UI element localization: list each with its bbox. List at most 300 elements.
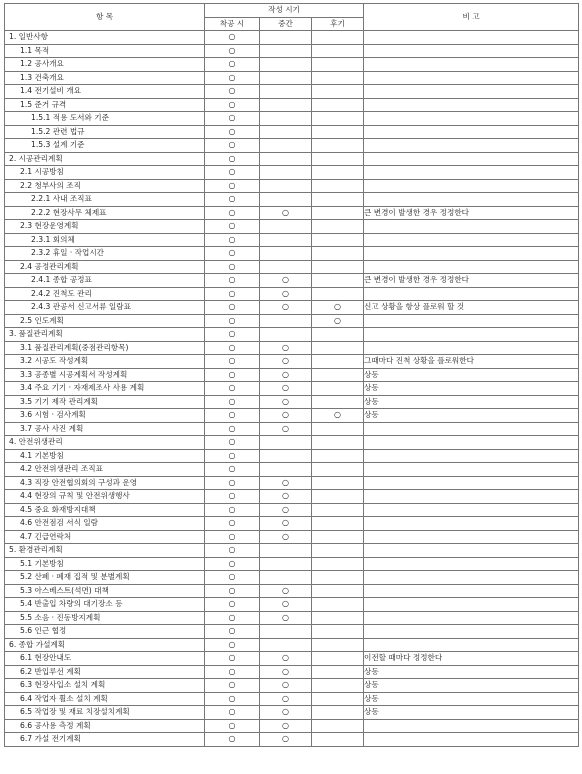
mark-start: ○ bbox=[205, 611, 260, 625]
item-label: 1.5.1 적용 도서와 기준 bbox=[5, 112, 205, 126]
table-row bbox=[5, 382, 579, 396]
mark-end bbox=[312, 436, 364, 450]
table-row bbox=[5, 733, 579, 747]
item-label: 2.4.3 관공서 신고서류 일람표 bbox=[5, 301, 205, 315]
remark-text bbox=[364, 517, 579, 531]
item-label: 2.4.1 종합 공정표 bbox=[5, 274, 205, 288]
item-label: 4.2 안전위생관리 조직표 bbox=[5, 463, 205, 477]
item-label: 3.3 공종별 시공계획서 작성계획 bbox=[5, 368, 205, 382]
header-item: 항 목 bbox=[5, 4, 205, 31]
mark-end bbox=[312, 395, 364, 409]
table-row bbox=[5, 395, 579, 409]
item-label: 5.2 산폐 · 폐재 집적 및 분별계획 bbox=[5, 571, 205, 585]
table-row bbox=[5, 598, 579, 612]
mark-end bbox=[312, 112, 364, 126]
item-label: 3.6 시험 · 검사계획 bbox=[5, 409, 205, 423]
remark-text bbox=[364, 58, 579, 72]
table-row bbox=[5, 247, 579, 261]
table-row bbox=[5, 544, 579, 558]
remark-text bbox=[364, 719, 579, 733]
mark-start: ○ bbox=[205, 193, 260, 207]
mark-end bbox=[312, 193, 364, 207]
table-row bbox=[5, 152, 579, 166]
header-remarks: 비 고 bbox=[364, 4, 579, 31]
mark-mid: ○ bbox=[260, 395, 312, 409]
mark-mid: ○ bbox=[260, 733, 312, 747]
table-row bbox=[5, 233, 579, 247]
remark-text bbox=[364, 98, 579, 112]
mark-end bbox=[312, 341, 364, 355]
mark-start: ○ bbox=[205, 517, 260, 531]
mark-mid: ○ bbox=[260, 341, 312, 355]
mark-end: ○ bbox=[312, 314, 364, 328]
item-label: 1.1 목적 bbox=[5, 44, 205, 58]
remark-text bbox=[364, 422, 579, 436]
table-row bbox=[5, 706, 579, 720]
mark-end bbox=[312, 233, 364, 247]
mark-end bbox=[312, 328, 364, 342]
remark-text bbox=[364, 179, 579, 193]
mark-start: ○ bbox=[205, 368, 260, 382]
mark-mid bbox=[260, 98, 312, 112]
mark-start: ○ bbox=[205, 98, 260, 112]
item-label: 1.5 준거 규격 bbox=[5, 98, 205, 112]
mark-mid: ○ bbox=[260, 665, 312, 679]
table-row bbox=[5, 328, 579, 342]
mark-end bbox=[312, 638, 364, 652]
mark-start: ○ bbox=[205, 719, 260, 733]
item-label: 2.4.2 진척도 관리 bbox=[5, 287, 205, 301]
item-label: 3.2 시공도 작성계획 bbox=[5, 355, 205, 369]
remark-text bbox=[364, 314, 579, 328]
mark-start: ○ bbox=[205, 395, 260, 409]
mark-mid bbox=[260, 571, 312, 585]
item-label: 6.3 현장사입소 설치 계획 bbox=[5, 679, 205, 693]
mark-start: ○ bbox=[205, 584, 260, 598]
mark-start: ○ bbox=[205, 409, 260, 423]
remark-text bbox=[364, 152, 579, 166]
remark-text: 상동 bbox=[364, 382, 579, 396]
mark-start: ○ bbox=[205, 530, 260, 544]
table-row bbox=[5, 166, 579, 180]
remark-text: 신고 상황을 항상 플로워 할 것 bbox=[364, 301, 579, 315]
item-label: 3.1 품질관리계획(중점관리항목) bbox=[5, 341, 205, 355]
mark-start: ○ bbox=[205, 382, 260, 396]
remark-text bbox=[364, 544, 579, 558]
table-row bbox=[5, 692, 579, 706]
item-label: 3.7 공사 사진 계획 bbox=[5, 422, 205, 436]
remark-text bbox=[364, 611, 579, 625]
mark-start: ○ bbox=[205, 260, 260, 274]
remark-text: 상동 bbox=[364, 665, 579, 679]
mark-end bbox=[312, 382, 364, 396]
remark-text bbox=[364, 44, 579, 58]
item-label: 5.1 기본방침 bbox=[5, 557, 205, 571]
mark-end bbox=[312, 598, 364, 612]
mark-start: ○ bbox=[205, 571, 260, 585]
mark-end bbox=[312, 544, 364, 558]
header-end: 후기 bbox=[312, 17, 364, 31]
remark-text bbox=[364, 328, 579, 342]
mark-end bbox=[312, 179, 364, 193]
mark-mid: ○ bbox=[260, 422, 312, 436]
table-row bbox=[5, 355, 579, 369]
remark-text: 상동 bbox=[364, 692, 579, 706]
table-row bbox=[5, 638, 579, 652]
item-label: 6. 종합 가설계획 bbox=[5, 638, 205, 652]
remark-text: 상동 bbox=[364, 368, 579, 382]
item-label: 6.5 작업장 및 재료 치장설치계획 bbox=[5, 706, 205, 720]
mark-mid bbox=[260, 44, 312, 58]
mark-end: ○ bbox=[312, 409, 364, 423]
table-row bbox=[5, 584, 579, 598]
mark-end bbox=[312, 733, 364, 747]
mark-mid bbox=[260, 247, 312, 261]
mark-end bbox=[312, 206, 364, 220]
remark-text bbox=[364, 530, 579, 544]
mark-mid bbox=[260, 544, 312, 558]
mark-mid: ○ bbox=[260, 517, 312, 531]
mark-end bbox=[312, 274, 364, 288]
mark-end bbox=[312, 503, 364, 517]
mark-start: ○ bbox=[205, 638, 260, 652]
mark-mid: ○ bbox=[260, 301, 312, 315]
mark-mid bbox=[260, 436, 312, 450]
mark-end bbox=[312, 490, 364, 504]
mark-start: ○ bbox=[205, 58, 260, 72]
remark-text bbox=[364, 125, 579, 139]
remark-text bbox=[364, 247, 579, 261]
item-label: 1.5.2 관련 법규 bbox=[5, 125, 205, 139]
mark-end bbox=[312, 652, 364, 666]
mark-mid bbox=[260, 638, 312, 652]
mark-start: ○ bbox=[205, 247, 260, 261]
mark-start: ○ bbox=[205, 31, 260, 45]
mark-end bbox=[312, 665, 364, 679]
remark-text bbox=[364, 476, 579, 490]
item-label: 1.3 건축개요 bbox=[5, 71, 205, 85]
item-label: 3.4 주요 기기 · 자재제조사 사용 계획 bbox=[5, 382, 205, 396]
mark-end bbox=[312, 571, 364, 585]
mark-end bbox=[312, 71, 364, 85]
table-row bbox=[5, 44, 579, 58]
mark-mid bbox=[260, 193, 312, 207]
remark-text bbox=[364, 557, 579, 571]
remark-text bbox=[364, 598, 579, 612]
table-row bbox=[5, 571, 579, 585]
item-label: 1.4 전기설비 개요 bbox=[5, 85, 205, 99]
mark-end bbox=[312, 125, 364, 139]
remark-text bbox=[364, 233, 579, 247]
mark-end bbox=[312, 220, 364, 234]
remark-text bbox=[364, 449, 579, 463]
table-row bbox=[5, 557, 579, 571]
mark-end bbox=[312, 692, 364, 706]
mark-end bbox=[312, 85, 364, 99]
mark-start: ○ bbox=[205, 692, 260, 706]
item-label: 6.2 반입루선 계획 bbox=[5, 665, 205, 679]
mark-mid bbox=[260, 220, 312, 234]
mark-start: ○ bbox=[205, 449, 260, 463]
mark-start: ○ bbox=[205, 476, 260, 490]
remark-text bbox=[364, 571, 579, 585]
mark-end bbox=[312, 719, 364, 733]
mark-mid: ○ bbox=[260, 355, 312, 369]
mark-start: ○ bbox=[205, 287, 260, 301]
mark-mid: ○ bbox=[260, 706, 312, 720]
item-label: 1.2 공사개요 bbox=[5, 58, 205, 72]
mark-mid bbox=[260, 125, 312, 139]
mark-end bbox=[312, 58, 364, 72]
mark-end bbox=[312, 355, 364, 369]
mark-start: ○ bbox=[205, 125, 260, 139]
mark-start: ○ bbox=[205, 328, 260, 342]
mark-end bbox=[312, 557, 364, 571]
table-row bbox=[5, 503, 579, 517]
table-row bbox=[5, 31, 579, 45]
remark-text bbox=[364, 625, 579, 639]
header-start: 착공 시 bbox=[205, 17, 260, 31]
mark-mid: ○ bbox=[260, 382, 312, 396]
table-row bbox=[5, 112, 579, 126]
item-label: 2.2.2 현장사무 체제표 bbox=[5, 206, 205, 220]
mark-mid: ○ bbox=[260, 530, 312, 544]
item-label: 6.1 현장안내도 bbox=[5, 652, 205, 666]
table-row bbox=[5, 287, 579, 301]
mark-start: ○ bbox=[205, 557, 260, 571]
remark-text bbox=[364, 503, 579, 517]
table-row bbox=[5, 125, 579, 139]
item-label: 2.3 현장운영계획 bbox=[5, 220, 205, 234]
mark-start: ○ bbox=[205, 598, 260, 612]
remark-text: 상동 bbox=[364, 679, 579, 693]
mark-mid bbox=[260, 85, 312, 99]
table-row bbox=[5, 193, 579, 207]
header-mid: 중간 bbox=[260, 17, 312, 31]
mark-mid: ○ bbox=[260, 476, 312, 490]
mark-mid: ○ bbox=[260, 584, 312, 598]
table-row bbox=[5, 341, 579, 355]
table-row bbox=[5, 71, 579, 85]
mark-start: ○ bbox=[205, 679, 260, 693]
mark-start: ○ bbox=[205, 152, 260, 166]
mark-end bbox=[312, 152, 364, 166]
item-label: 4.3 직장 안전협의회의 구성과 운영 bbox=[5, 476, 205, 490]
remark-text bbox=[364, 584, 579, 598]
mark-end bbox=[312, 139, 364, 153]
remark-text bbox=[364, 220, 579, 234]
table-header bbox=[5, 4, 579, 31]
table-row bbox=[5, 206, 579, 220]
mark-start: ○ bbox=[205, 233, 260, 247]
table-row bbox=[5, 652, 579, 666]
table-row bbox=[5, 220, 579, 234]
mark-start: ○ bbox=[205, 503, 260, 517]
item-label: 4.6 안전점검 서식 일람 bbox=[5, 517, 205, 531]
remark-text bbox=[364, 287, 579, 301]
remark-text bbox=[364, 112, 579, 126]
remark-text bbox=[364, 260, 579, 274]
mark-mid bbox=[260, 139, 312, 153]
remark-text: 상동 bbox=[364, 706, 579, 720]
table-row bbox=[5, 422, 579, 436]
table-row bbox=[5, 463, 579, 477]
mark-mid: ○ bbox=[260, 206, 312, 220]
mark-mid: ○ bbox=[260, 368, 312, 382]
item-label: 5.6 인근 협정 bbox=[5, 625, 205, 639]
mark-start: ○ bbox=[205, 355, 260, 369]
mark-end bbox=[312, 287, 364, 301]
item-label: 1.5.3 설계 기준 bbox=[5, 139, 205, 153]
mark-end bbox=[312, 517, 364, 531]
mark-end bbox=[312, 530, 364, 544]
remark-text: 상동 bbox=[364, 395, 579, 409]
mark-end bbox=[312, 260, 364, 274]
table-row bbox=[5, 98, 579, 112]
mark-end bbox=[312, 679, 364, 693]
item-label: 4. 안전위생관리 bbox=[5, 436, 205, 450]
mark-mid bbox=[260, 625, 312, 639]
remark-text bbox=[364, 85, 579, 99]
mark-mid: ○ bbox=[260, 287, 312, 301]
mark-mid: ○ bbox=[260, 503, 312, 517]
mark-start: ○ bbox=[205, 544, 260, 558]
mark-mid: ○ bbox=[260, 719, 312, 733]
table-row bbox=[5, 611, 579, 625]
mark-start: ○ bbox=[205, 625, 260, 639]
item-label: 6.7 가설 전기계획 bbox=[5, 733, 205, 747]
mark-mid bbox=[260, 152, 312, 166]
mark-start: ○ bbox=[205, 220, 260, 234]
item-label: 5.4 반출입 차량의 대기장소 등 bbox=[5, 598, 205, 612]
mark-start: ○ bbox=[205, 44, 260, 58]
mark-start: ○ bbox=[205, 139, 260, 153]
table-row bbox=[5, 436, 579, 450]
remark-text bbox=[364, 638, 579, 652]
table-body bbox=[5, 31, 579, 747]
item-label: 5. 환경관리계획 bbox=[5, 544, 205, 558]
remark-text bbox=[364, 139, 579, 153]
mark-mid bbox=[260, 179, 312, 193]
item-label: 3. 품질관리계획 bbox=[5, 328, 205, 342]
mark-start: ○ bbox=[205, 301, 260, 315]
remark-text bbox=[364, 31, 579, 45]
item-label: 2.4 공정관리계획 bbox=[5, 260, 205, 274]
mark-end bbox=[312, 449, 364, 463]
mark-end bbox=[312, 611, 364, 625]
item-label: 2.5 인도계획 bbox=[5, 314, 205, 328]
mark-start: ○ bbox=[205, 665, 260, 679]
mark-mid: ○ bbox=[260, 409, 312, 423]
mark-mid: ○ bbox=[260, 490, 312, 504]
mark-start: ○ bbox=[205, 179, 260, 193]
remark-text bbox=[364, 436, 579, 450]
mark-end bbox=[312, 422, 364, 436]
mark-start: ○ bbox=[205, 314, 260, 328]
mark-mid bbox=[260, 314, 312, 328]
table-row bbox=[5, 625, 579, 639]
mark-end bbox=[312, 476, 364, 490]
item-label: 6.4 작업자 휠소 설치 계획 bbox=[5, 692, 205, 706]
mark-start: ○ bbox=[205, 206, 260, 220]
mark-start: ○ bbox=[205, 490, 260, 504]
mark-start: ○ bbox=[205, 463, 260, 477]
item-label: 4.7 긴급연락처 bbox=[5, 530, 205, 544]
mark-end bbox=[312, 166, 364, 180]
remark-text bbox=[364, 166, 579, 180]
table-row bbox=[5, 665, 579, 679]
mark-mid: ○ bbox=[260, 611, 312, 625]
remark-text bbox=[364, 193, 579, 207]
item-label: 6.6 공사용 측정 계획 bbox=[5, 719, 205, 733]
mark-start: ○ bbox=[205, 422, 260, 436]
mark-start: ○ bbox=[205, 341, 260, 355]
table-row bbox=[5, 314, 579, 328]
table-row bbox=[5, 490, 579, 504]
item-label: 2.2 청부사의 조직 bbox=[5, 179, 205, 193]
item-label: 4.1 기본방침 bbox=[5, 449, 205, 463]
table-row bbox=[5, 449, 579, 463]
mark-end bbox=[312, 368, 364, 382]
item-label: 2.3.2 휴일 · 작업시간 bbox=[5, 247, 205, 261]
table-row bbox=[5, 517, 579, 531]
mark-end bbox=[312, 31, 364, 45]
mark-end bbox=[312, 98, 364, 112]
mark-start: ○ bbox=[205, 436, 260, 450]
mark-end: ○ bbox=[312, 301, 364, 315]
plan-table bbox=[4, 3, 579, 747]
mark-end bbox=[312, 247, 364, 261]
mark-mid bbox=[260, 58, 312, 72]
table-row bbox=[5, 58, 579, 72]
table-row bbox=[5, 368, 579, 382]
item-label: 5.3 아스베스트(석면) 대책 bbox=[5, 584, 205, 598]
mark-mid bbox=[260, 233, 312, 247]
table-row bbox=[5, 274, 579, 288]
mark-mid bbox=[260, 71, 312, 85]
mark-mid: ○ bbox=[260, 679, 312, 693]
mark-end bbox=[312, 625, 364, 639]
table-row bbox=[5, 179, 579, 193]
mark-mid bbox=[260, 463, 312, 477]
item-label: 3.5 기기 제작 관리계획 bbox=[5, 395, 205, 409]
item-label: 2.1 시공방침 bbox=[5, 166, 205, 180]
table-row bbox=[5, 476, 579, 490]
mark-mid bbox=[260, 31, 312, 45]
remark-text bbox=[364, 341, 579, 355]
mark-mid: ○ bbox=[260, 274, 312, 288]
mark-mid: ○ bbox=[260, 598, 312, 612]
remark-text bbox=[364, 490, 579, 504]
document-page bbox=[4, 3, 578, 747]
table-row bbox=[5, 409, 579, 423]
mark-start: ○ bbox=[205, 706, 260, 720]
remark-text bbox=[364, 463, 579, 477]
remark-text: 이전할 때마다 정정한다 bbox=[364, 652, 579, 666]
item-label: 1. 일반사항 bbox=[5, 31, 205, 45]
mark-start: ○ bbox=[205, 274, 260, 288]
mark-end bbox=[312, 706, 364, 720]
mark-mid bbox=[260, 449, 312, 463]
table-row bbox=[5, 301, 579, 315]
mark-mid bbox=[260, 557, 312, 571]
remark-text: 큰 변경이 발생한 경우 정정한다 bbox=[364, 206, 579, 220]
table-row bbox=[5, 719, 579, 733]
item-label: 5.5 소음 · 진동방지계획 bbox=[5, 611, 205, 625]
mark-mid bbox=[260, 328, 312, 342]
mark-start: ○ bbox=[205, 71, 260, 85]
mark-start: ○ bbox=[205, 166, 260, 180]
